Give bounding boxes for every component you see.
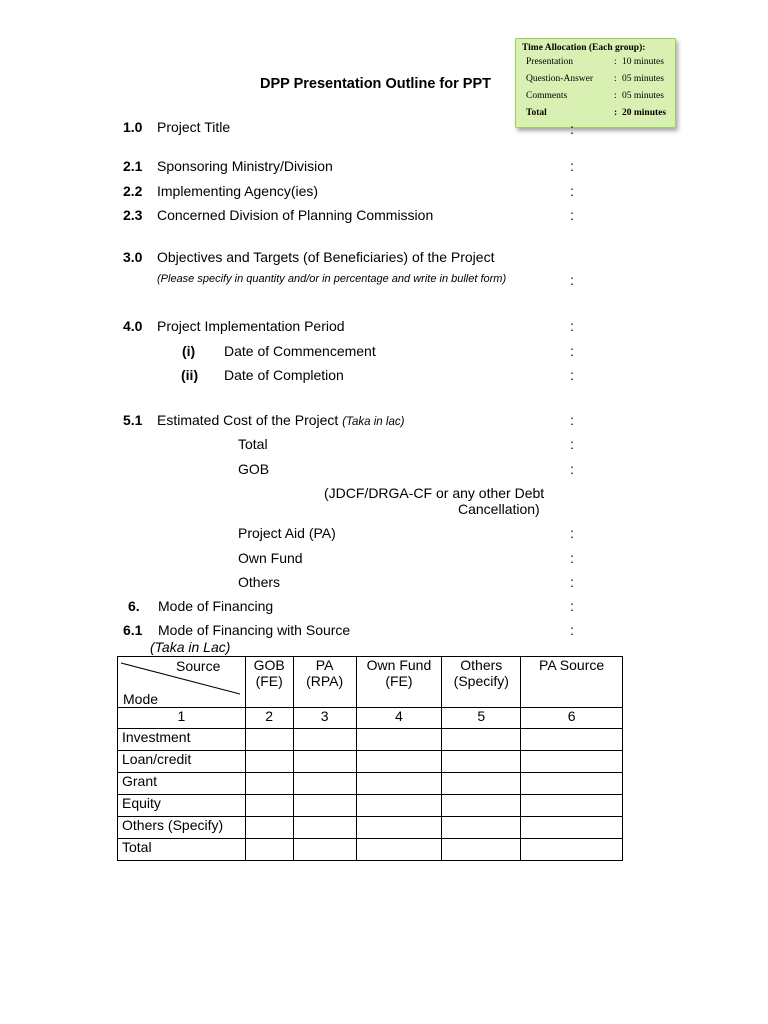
time-row-colon: : bbox=[614, 74, 617, 84]
colon: : bbox=[570, 183, 574, 199]
colon: : bbox=[570, 272, 574, 288]
column-index: 2 bbox=[245, 708, 293, 729]
table-cell bbox=[293, 795, 356, 817]
section-label: Mode of Financing with Source bbox=[158, 622, 351, 638]
colon: : bbox=[570, 598, 574, 614]
cost-item: Total bbox=[238, 436, 268, 452]
table-cell bbox=[293, 751, 356, 773]
table-cell bbox=[356, 839, 442, 861]
section-label: Project Title bbox=[157, 119, 231, 135]
section-number: 2.3 bbox=[123, 207, 143, 223]
time-row-label: Total bbox=[526, 108, 547, 118]
colon: : bbox=[570, 461, 574, 477]
section-label: Implementing Agency(ies) bbox=[157, 183, 319, 199]
table-cell bbox=[442, 839, 521, 861]
column-index-row bbox=[118, 708, 623, 729]
section-unit: (Taka in lac) bbox=[342, 416, 405, 428]
time-row bbox=[522, 57, 669, 74]
colon: : bbox=[570, 121, 574, 137]
table-row bbox=[118, 795, 623, 817]
colon: : bbox=[570, 550, 574, 566]
table-row bbox=[118, 773, 623, 795]
column-index: 4 bbox=[356, 708, 442, 729]
table-cell bbox=[293, 729, 356, 751]
column-header bbox=[293, 657, 356, 708]
column-index: 1 bbox=[118, 708, 246, 729]
table-cell bbox=[521, 839, 623, 861]
table-cell bbox=[293, 817, 356, 839]
header-line: Others bbox=[460, 657, 503, 673]
table-cell bbox=[442, 729, 521, 751]
header-line: (RPA) bbox=[306, 673, 344, 689]
table-cell bbox=[442, 751, 521, 773]
header-line: (FE) bbox=[255, 673, 283, 689]
section-number: 6. bbox=[128, 598, 140, 614]
time-row-value: 10 minutes bbox=[622, 57, 664, 67]
table-unit: (Taka in Lac) bbox=[150, 639, 231, 655]
colon: : bbox=[570, 158, 574, 174]
section-number: 3.0 bbox=[123, 249, 143, 265]
table-cell bbox=[245, 839, 293, 861]
section-number: 1.0 bbox=[123, 119, 143, 135]
table-cell bbox=[356, 773, 442, 795]
header-line: GOB bbox=[253, 657, 285, 673]
colon: : bbox=[570, 207, 574, 223]
cost-item: Own Fund bbox=[238, 550, 303, 566]
corner-mode: Mode bbox=[123, 691, 159, 707]
header-line: PA Source bbox=[539, 657, 605, 673]
section-number: 4.0 bbox=[123, 318, 143, 334]
section-label-text: Estimated Cost of the Project bbox=[157, 412, 343, 428]
table-cell bbox=[442, 773, 521, 795]
time-row-colon: : bbox=[614, 91, 617, 101]
table-cell bbox=[245, 751, 293, 773]
table-cell bbox=[442, 795, 521, 817]
table-cell bbox=[442, 817, 521, 839]
time-row-value: 05 minutes bbox=[622, 74, 664, 84]
section-label: Sponsoring Ministry/Division bbox=[157, 158, 333, 174]
time-row bbox=[522, 74, 669, 91]
sub-label: Date of Completion bbox=[224, 367, 344, 383]
time-row-label: Comments bbox=[526, 91, 568, 101]
time-row-label: Question-Answer bbox=[526, 74, 594, 84]
section-number: 6.1 bbox=[123, 622, 143, 638]
row-label: Investment bbox=[118, 729, 246, 751]
header-line: (Specify) bbox=[453, 673, 509, 689]
row-label: Others (Specify) bbox=[118, 817, 246, 839]
section-label bbox=[157, 412, 404, 428]
colon: : bbox=[570, 412, 574, 428]
section-label: Concerned Division of Planning Commission bbox=[157, 207, 434, 223]
time-row-label: Presentation bbox=[526, 57, 573, 67]
table-header-row bbox=[118, 657, 623, 708]
time-allocation-heading: Time Allocation (Each group): bbox=[522, 43, 646, 53]
table-cell bbox=[521, 795, 623, 817]
section-label: Mode of Financing bbox=[158, 598, 274, 614]
section-number: 5.1 bbox=[123, 412, 143, 428]
colon: : bbox=[570, 622, 574, 638]
section-label: Objectives and Targets (of Beneficiaries) of the Project bbox=[157, 249, 495, 265]
table-cell bbox=[293, 839, 356, 861]
table-cell bbox=[245, 773, 293, 795]
cost-gob-note: Cancellation) bbox=[458, 501, 540, 517]
time-row-value: 05 minutes bbox=[622, 91, 664, 101]
time-allocation-note bbox=[515, 38, 676, 128]
column-index: 3 bbox=[293, 708, 356, 729]
table-cell bbox=[356, 817, 442, 839]
table-cell bbox=[521, 729, 623, 751]
column-index: 5 bbox=[442, 708, 521, 729]
table-cell bbox=[521, 773, 623, 795]
row-label: Grant bbox=[118, 773, 246, 795]
sub-number: (ii) bbox=[181, 367, 199, 383]
table-cell bbox=[356, 729, 442, 751]
table-cell bbox=[245, 817, 293, 839]
cost-item: GOB bbox=[238, 461, 270, 477]
sub-label: Date of Commencement bbox=[224, 343, 376, 359]
column-header bbox=[356, 657, 442, 708]
colon: : bbox=[570, 318, 574, 334]
time-row-colon: : bbox=[614, 57, 617, 67]
section-number: 2.2 bbox=[123, 183, 143, 199]
table-cell bbox=[521, 817, 623, 839]
table-row bbox=[118, 839, 623, 861]
row-label: Equity bbox=[118, 795, 246, 817]
table-cell bbox=[356, 795, 442, 817]
section-note: (Please specify in quantity and/or in percentage and write in bullet form) bbox=[157, 273, 507, 285]
row-label: Total bbox=[118, 839, 246, 861]
row-label: Loan/credit bbox=[118, 751, 246, 773]
time-row bbox=[522, 91, 669, 108]
table-cell bbox=[245, 729, 293, 751]
header-line: Own Fund bbox=[366, 657, 432, 673]
page-title: DPP Presentation Outline for PPT bbox=[260, 76, 491, 92]
table-row bbox=[118, 729, 623, 751]
colon: : bbox=[570, 367, 574, 383]
column-header bbox=[442, 657, 521, 708]
sub-number: (i) bbox=[182, 343, 196, 359]
colon: : bbox=[570, 343, 574, 359]
section-number: 2.1 bbox=[123, 158, 143, 174]
colon: : bbox=[570, 525, 574, 541]
column-header bbox=[521, 657, 623, 708]
cost-item: Others bbox=[238, 574, 281, 590]
corner-source: Source bbox=[176, 658, 221, 674]
table-cell bbox=[521, 751, 623, 773]
header-line: PA bbox=[315, 657, 334, 673]
time-row-total bbox=[522, 108, 669, 125]
table-row bbox=[118, 817, 623, 839]
time-row-value: 20 minutes bbox=[622, 108, 667, 118]
header-line: (FE) bbox=[385, 673, 413, 689]
financing-table bbox=[117, 656, 623, 861]
table-cell bbox=[356, 751, 442, 773]
time-row-colon: : bbox=[614, 108, 618, 118]
column-header bbox=[245, 657, 293, 708]
cost-gob-note: (JDCF/DRGA-CF or any other Debt bbox=[324, 485, 545, 501]
column-index: 6 bbox=[521, 708, 623, 729]
table-cell bbox=[245, 795, 293, 817]
cost-item: Project Aid (PA) bbox=[238, 525, 336, 541]
colon: : bbox=[570, 436, 574, 452]
section-label: Project Implementation Period bbox=[157, 318, 345, 334]
corner-cell bbox=[118, 657, 246, 708]
table-cell bbox=[293, 773, 356, 795]
table-row bbox=[118, 751, 623, 773]
colon: : bbox=[570, 574, 574, 590]
